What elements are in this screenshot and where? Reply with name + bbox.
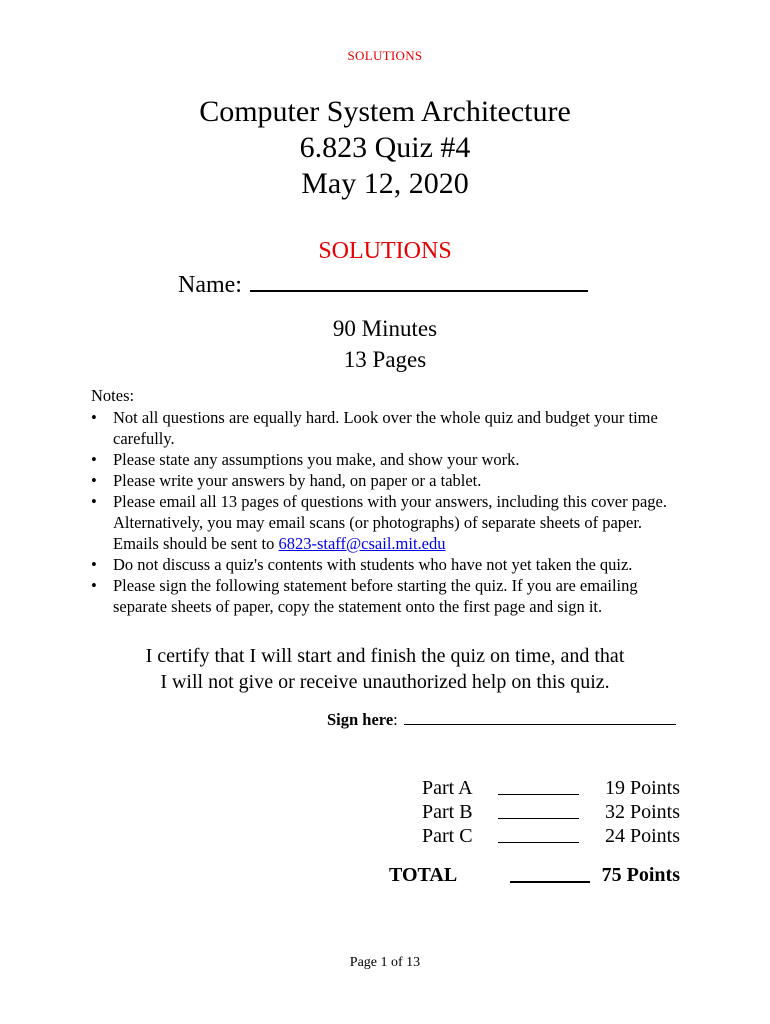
part-name: Part B	[422, 801, 473, 823]
staff-email-link[interactable]: 6823-staff@csail.mit.edu	[278, 534, 446, 553]
score-blank	[498, 801, 579, 819]
signature-row	[327, 710, 676, 730]
certify-line: I will not give or receive unauthorized help on this quiz.	[160, 671, 610, 693]
name-label: Name:	[178, 272, 242, 298]
part-name: Part C	[422, 825, 473, 847]
total-blank	[510, 864, 590, 883]
score-blank	[498, 825, 579, 843]
part-name: Part A	[422, 777, 473, 799]
sign-label: Sign here	[327, 710, 394, 729]
note-item: • Please write your answers by hand, on paper or a tablet.	[91, 470, 691, 491]
signature-blank	[404, 710, 676, 725]
score-row-part-b	[0, 801, 770, 825]
note-item-email	[91, 491, 691, 554]
note-item: • Please sign the following statement before starting the quiz. If you are emailing separate sheets of paper, copy the statement onto the first page and sign it.	[91, 575, 691, 617]
score-row-total	[0, 864, 770, 890]
part-points: 32 Points	[604, 801, 680, 823]
score-row-part-c	[0, 825, 770, 849]
note-item: • Do not discuss a quiz's contents with students who have not yet taken the quiz.	[91, 554, 691, 575]
title-course: Computer System Architecture	[199, 95, 571, 128]
score-blank	[498, 777, 579, 795]
note-email-text: Please email all 13 pages of questions with your answers, including this cover page. Alternatively, you may email scans (or photographs) of separate sheets of paper. Emails should be sent to	[113, 492, 667, 553]
sign-colon: :	[393, 710, 398, 729]
page-count: 13 Pages	[343, 347, 427, 372]
part-points: 19 Points	[604, 777, 680, 799]
page-footer: Page 1 of 13	[349, 955, 421, 970]
note-item: • Not all questions are equally hard. Look over the whole quiz and budget your time carefully.	[91, 407, 691, 449]
title-date: May 12, 2020	[301, 167, 469, 200]
solutions-label: SOLUTIONS	[318, 238, 452, 264]
total-points: 75 Points	[601, 864, 680, 886]
notes-list	[91, 407, 691, 617]
score-row-part-a	[0, 777, 770, 801]
part-points: 24 Points	[604, 825, 680, 847]
total-label: TOTAL	[389, 864, 458, 886]
name-blank	[250, 268, 588, 292]
name-field-row	[178, 268, 588, 299]
certification-statement	[0, 643, 770, 695]
note-item: • Please state any assumptions you make, and show your work.	[91, 449, 691, 470]
certify-line: I certify that I will start and finish the quiz on time, and that	[145, 645, 625, 667]
duration: 90 Minutes	[332, 316, 438, 341]
title-quiz: 6.823 Quiz #4	[299, 131, 471, 164]
notes-label: Notes:	[91, 386, 135, 405]
header-solutions: SOLUTIONS	[347, 48, 423, 63]
